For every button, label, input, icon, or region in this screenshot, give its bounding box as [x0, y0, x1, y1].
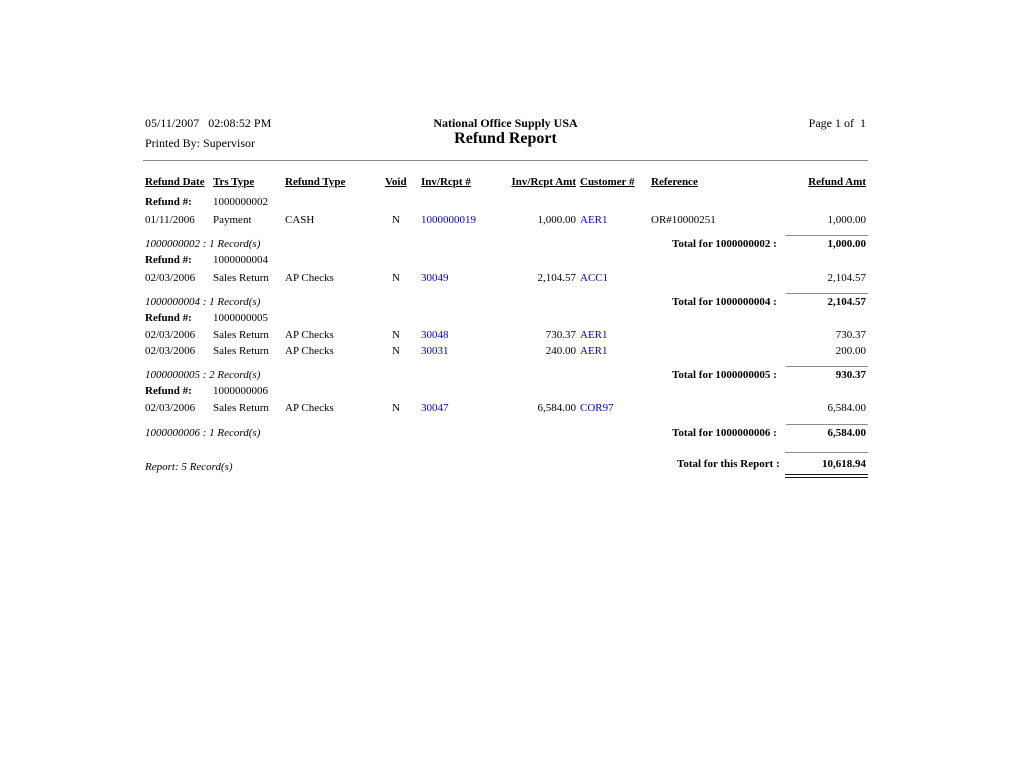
report-total-top-rule [785, 452, 868, 453]
inv-rcpt-amt-cell: 1,000.00 [537, 214, 576, 226]
customer-link[interactable]: AER1 [580, 329, 608, 341]
refund-type-cell: CASH [285, 214, 315, 226]
void-cell: N [392, 272, 400, 284]
trs-type-cell: Sales Return [213, 329, 269, 341]
report-title: Refund Report [454, 130, 557, 147]
group-total-amount: 2,104.57 [827, 296, 866, 308]
refund-amt-cell: 2,104.57 [827, 272, 866, 284]
void-cell: N [392, 214, 400, 226]
inv-rcpt-link[interactable]: 30031 [421, 345, 449, 357]
group-total-label: Total for 1000000005 : [672, 369, 777, 381]
inv-rcpt-link[interactable]: 1000000019 [421, 214, 476, 226]
col-header-inv-rcpt-amt: Inv/Rcpt Amt [511, 176, 576, 188]
refund-amt-cell: 6,584.00 [827, 402, 866, 414]
group-record-note: 1000000004 : 1 Record(s) [145, 296, 261, 308]
refund-amt-cell: 200.00 [835, 345, 866, 357]
report-datetime: 05/11/2007 02:08:52 PM [145, 116, 272, 130]
group-total-label: Total for 1000000002 : [672, 238, 777, 250]
group-total-rule [786, 293, 868, 294]
group-total-amount: 930.37 [835, 369, 866, 381]
inv-rcpt-link[interactable]: 30049 [421, 272, 449, 284]
col-header-customer: Customer # [580, 176, 635, 188]
refund-number-label: Refund #: [145, 196, 192, 208]
inv-rcpt-link[interactable]: 30047 [421, 402, 449, 414]
refund-type-cell: AP Checks [285, 402, 334, 414]
col-header-void: Void [385, 176, 407, 188]
customer-link[interactable]: AER1 [580, 214, 608, 226]
col-header-refund-date: Refund Date [145, 176, 205, 188]
void-cell: N [392, 329, 400, 341]
inv-rcpt-amt-cell: 2,104.57 [537, 272, 576, 284]
customer-link[interactable]: ACC1 [580, 272, 609, 284]
refund-type-cell: AP Checks [285, 345, 334, 357]
group-record-note: 1000000006 : 1 Record(s) [145, 427, 261, 439]
trs-type-cell: Payment [213, 214, 252, 226]
refund-number-label: Refund #: [145, 312, 192, 324]
report-total-double-rule [785, 474, 868, 475]
group-total-rule [786, 366, 868, 367]
group-total-label: Total for 1000000006 : [672, 427, 777, 439]
trs-type-cell: Sales Return [213, 272, 269, 284]
void-cell: N [392, 402, 400, 414]
report-total-amount: 10,618.94 [822, 458, 866, 470]
refund-date-cell: 02/03/2006 [145, 345, 196, 357]
refund-amt-cell: 730.37 [835, 329, 866, 341]
report-total-label: Total for this Report : [677, 458, 780, 470]
col-header-refund-type: Refund Type [285, 176, 346, 188]
inv-rcpt-amt-cell: 730.37 [545, 329, 576, 341]
header-rule [143, 160, 868, 161]
group-total-amount: 6,584.00 [827, 427, 866, 439]
group-total-label: Total for 1000000004 : [672, 296, 777, 308]
refund-date-cell: 02/03/2006 [145, 272, 196, 284]
customer-link[interactable]: COR97 [580, 402, 614, 414]
refund-type-cell: AP Checks [285, 329, 334, 341]
page-number: Page 1 of 1 [808, 116, 866, 130]
inv-rcpt-amt-cell: 6,584.00 [537, 402, 576, 414]
col-header-inv-rcpt: Inv/Rcpt # [421, 176, 471, 188]
refund-number-value: 1000000004 [213, 254, 268, 266]
group-total-rule [786, 424, 868, 425]
col-header-refund-amt: Refund Amt [808, 176, 866, 188]
group-total-amount: 1,000.00 [827, 238, 866, 250]
reference-cell: OR#10000251 [651, 214, 716, 226]
refund-date-cell: 02/03/2006 [145, 329, 196, 341]
refund-amt-cell: 1,000.00 [827, 214, 866, 226]
report-record-note: Report: 5 Record(s) [145, 461, 233, 473]
void-cell: N [392, 345, 400, 357]
col-header-trs-type: Trs Type [213, 176, 255, 188]
group-total-rule [786, 235, 868, 236]
refund-number-value: 1000000002 [213, 196, 268, 208]
printed-by: Printed By: Supervisor [145, 136, 255, 150]
report-total-double-rule [785, 477, 868, 478]
company-name: National Office Supply USA [433, 116, 578, 130]
inv-rcpt-link[interactable]: 30048 [421, 329, 449, 341]
group-record-note: 1000000005 : 2 Record(s) [145, 369, 261, 381]
refund-type-cell: AP Checks [285, 272, 334, 284]
refund-date-cell: 02/03/2006 [145, 402, 196, 414]
trs-type-cell: Sales Return [213, 402, 269, 414]
refund-date-cell: 01/11/2006 [145, 214, 195, 226]
refund-number-label: Refund #: [145, 254, 192, 266]
inv-rcpt-amt-cell: 240.00 [545, 345, 576, 357]
refund-number-value: 1000000006 [213, 385, 268, 397]
group-record-note: 1000000002 : 1 Record(s) [145, 238, 261, 250]
trs-type-cell: Sales Return [213, 345, 269, 357]
refund-number-value: 1000000005 [213, 312, 268, 324]
refund-number-label: Refund #: [145, 385, 192, 397]
customer-link[interactable]: AER1 [580, 345, 608, 357]
col-header-reference: Reference [651, 176, 698, 188]
